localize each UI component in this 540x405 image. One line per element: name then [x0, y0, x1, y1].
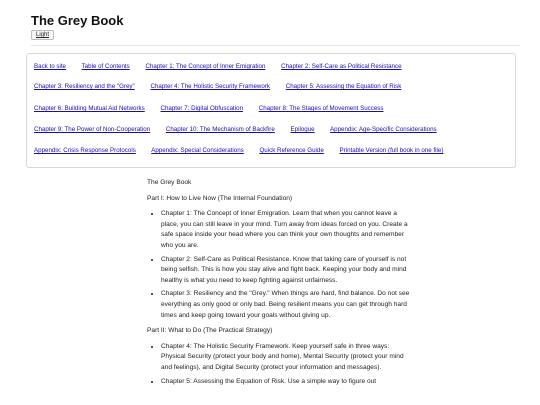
nav-link-epilogue[interactable]: Epilogue	[290, 126, 315, 133]
site-title: The Grey Book	[31, 13, 124, 28]
nav-row	[34, 63, 416, 73]
nav-link-chapter-5[interactable]: Chapter 5: Assessing the Equation of Risk	[285, 83, 402, 90]
nav-link-quick-reference[interactable]: Quick Reference Guide	[259, 147, 324, 154]
chapter-list	[147, 342, 412, 387]
nav-link-chapter-6[interactable]: Chapter 6: Building Mutual Aid Networks	[34, 105, 145, 112]
part-heading: Part I: How to Live Now (The Internal Foundation)	[147, 194, 293, 202]
nav-link-chapter-4[interactable]: Chapter 4: The Holistic Security Framework	[150, 83, 270, 90]
book-content	[147, 178, 412, 392]
nav-link-back-to-site[interactable]: Back to site	[34, 63, 66, 70]
nav-link-chapter-3[interactable]: Chapter 3: Resiliency and the "Grey"	[34, 83, 135, 90]
list-item: • Chapter 2: Self-Care as Political Resistance. Know that taking care of yourself is not being selfish. This is how you stay alive and fight back. Keeping your body and mind healthy is what you need to keep fighting against unfairness.	[161, 255, 412, 287]
nav-row	[34, 105, 398, 115]
chapter-list	[147, 209, 412, 321]
nav-row	[34, 83, 415, 93]
part-heading: Part II: What to Do (The Practical Strategy)	[147, 327, 273, 335]
nav-row	[34, 126, 451, 136]
theme-toggle-button[interactable]: Light	[31, 30, 54, 40]
nav-link-chapter-1[interactable]: Chapter 1: The Concept of Inner Emigration	[145, 63, 266, 70]
nav-link-appendix-crisis[interactable]: Appendix: Crisis Response Protocols	[34, 147, 136, 154]
list-item: • Chapter 4: The Holistic Security Framework. Keep yourself safe in three ways: Physical Security (protect your body and home), Mental Security (protect your mind and feelings), and Digital Security (protect your information and messages).	[161, 342, 412, 374]
nav-link-appendix-special[interactable]: Appendix: Special Considerations	[151, 147, 244, 154]
list-item: • Chapter 3: Resiliency and the "Grey." When things are hard, find balance. Do not see everything as only good or only bad. Being resilient means you can get through hard times and keep going toward your goals without giving up.	[161, 289, 412, 321]
nav-link-chapter-10[interactable]: Chapter 10: The Mechanism of Backfire	[165, 126, 275, 133]
nav-link-printable-version[interactable]: Printable Version (full book in one file)	[339, 147, 444, 154]
nav-link-appendix-age[interactable]: Appendix: Age-Specific Considerations	[330, 126, 437, 133]
nav-row	[34, 147, 457, 157]
nav-link-toc[interactable]: Table of Contents	[81, 63, 130, 70]
book-title: The Grey Book	[147, 179, 192, 186]
nav-link-chapter-8[interactable]: Chapter 8: The Stages of Movement Success	[258, 105, 384, 112]
nav-link-chapter-7[interactable]: Chapter 7: Digital Obfuscation	[160, 105, 244, 112]
nav-link-chapter-2[interactable]: Chapter 2: Self-Care as Political Resistance	[281, 63, 402, 70]
chapter-nav	[26, 53, 516, 168]
nav-link-chapter-9[interactable]: Chapter 9: The Power of Non-Cooperation	[34, 126, 151, 133]
header-divider	[31, 45, 520, 46]
list-item: • Chapter 1: The Concept of Inner Emigration. Learn that when you cannot leave a place, you can still leave in your mind. Turn away from ideas forced on you. Create a safe space inside your head where you can think your own thoughts and remember who you are.	[161, 209, 412, 251]
list-item: • Chapter 5: Assessing the Equation of Risk. Use a simple way to figure out	[161, 377, 412, 388]
